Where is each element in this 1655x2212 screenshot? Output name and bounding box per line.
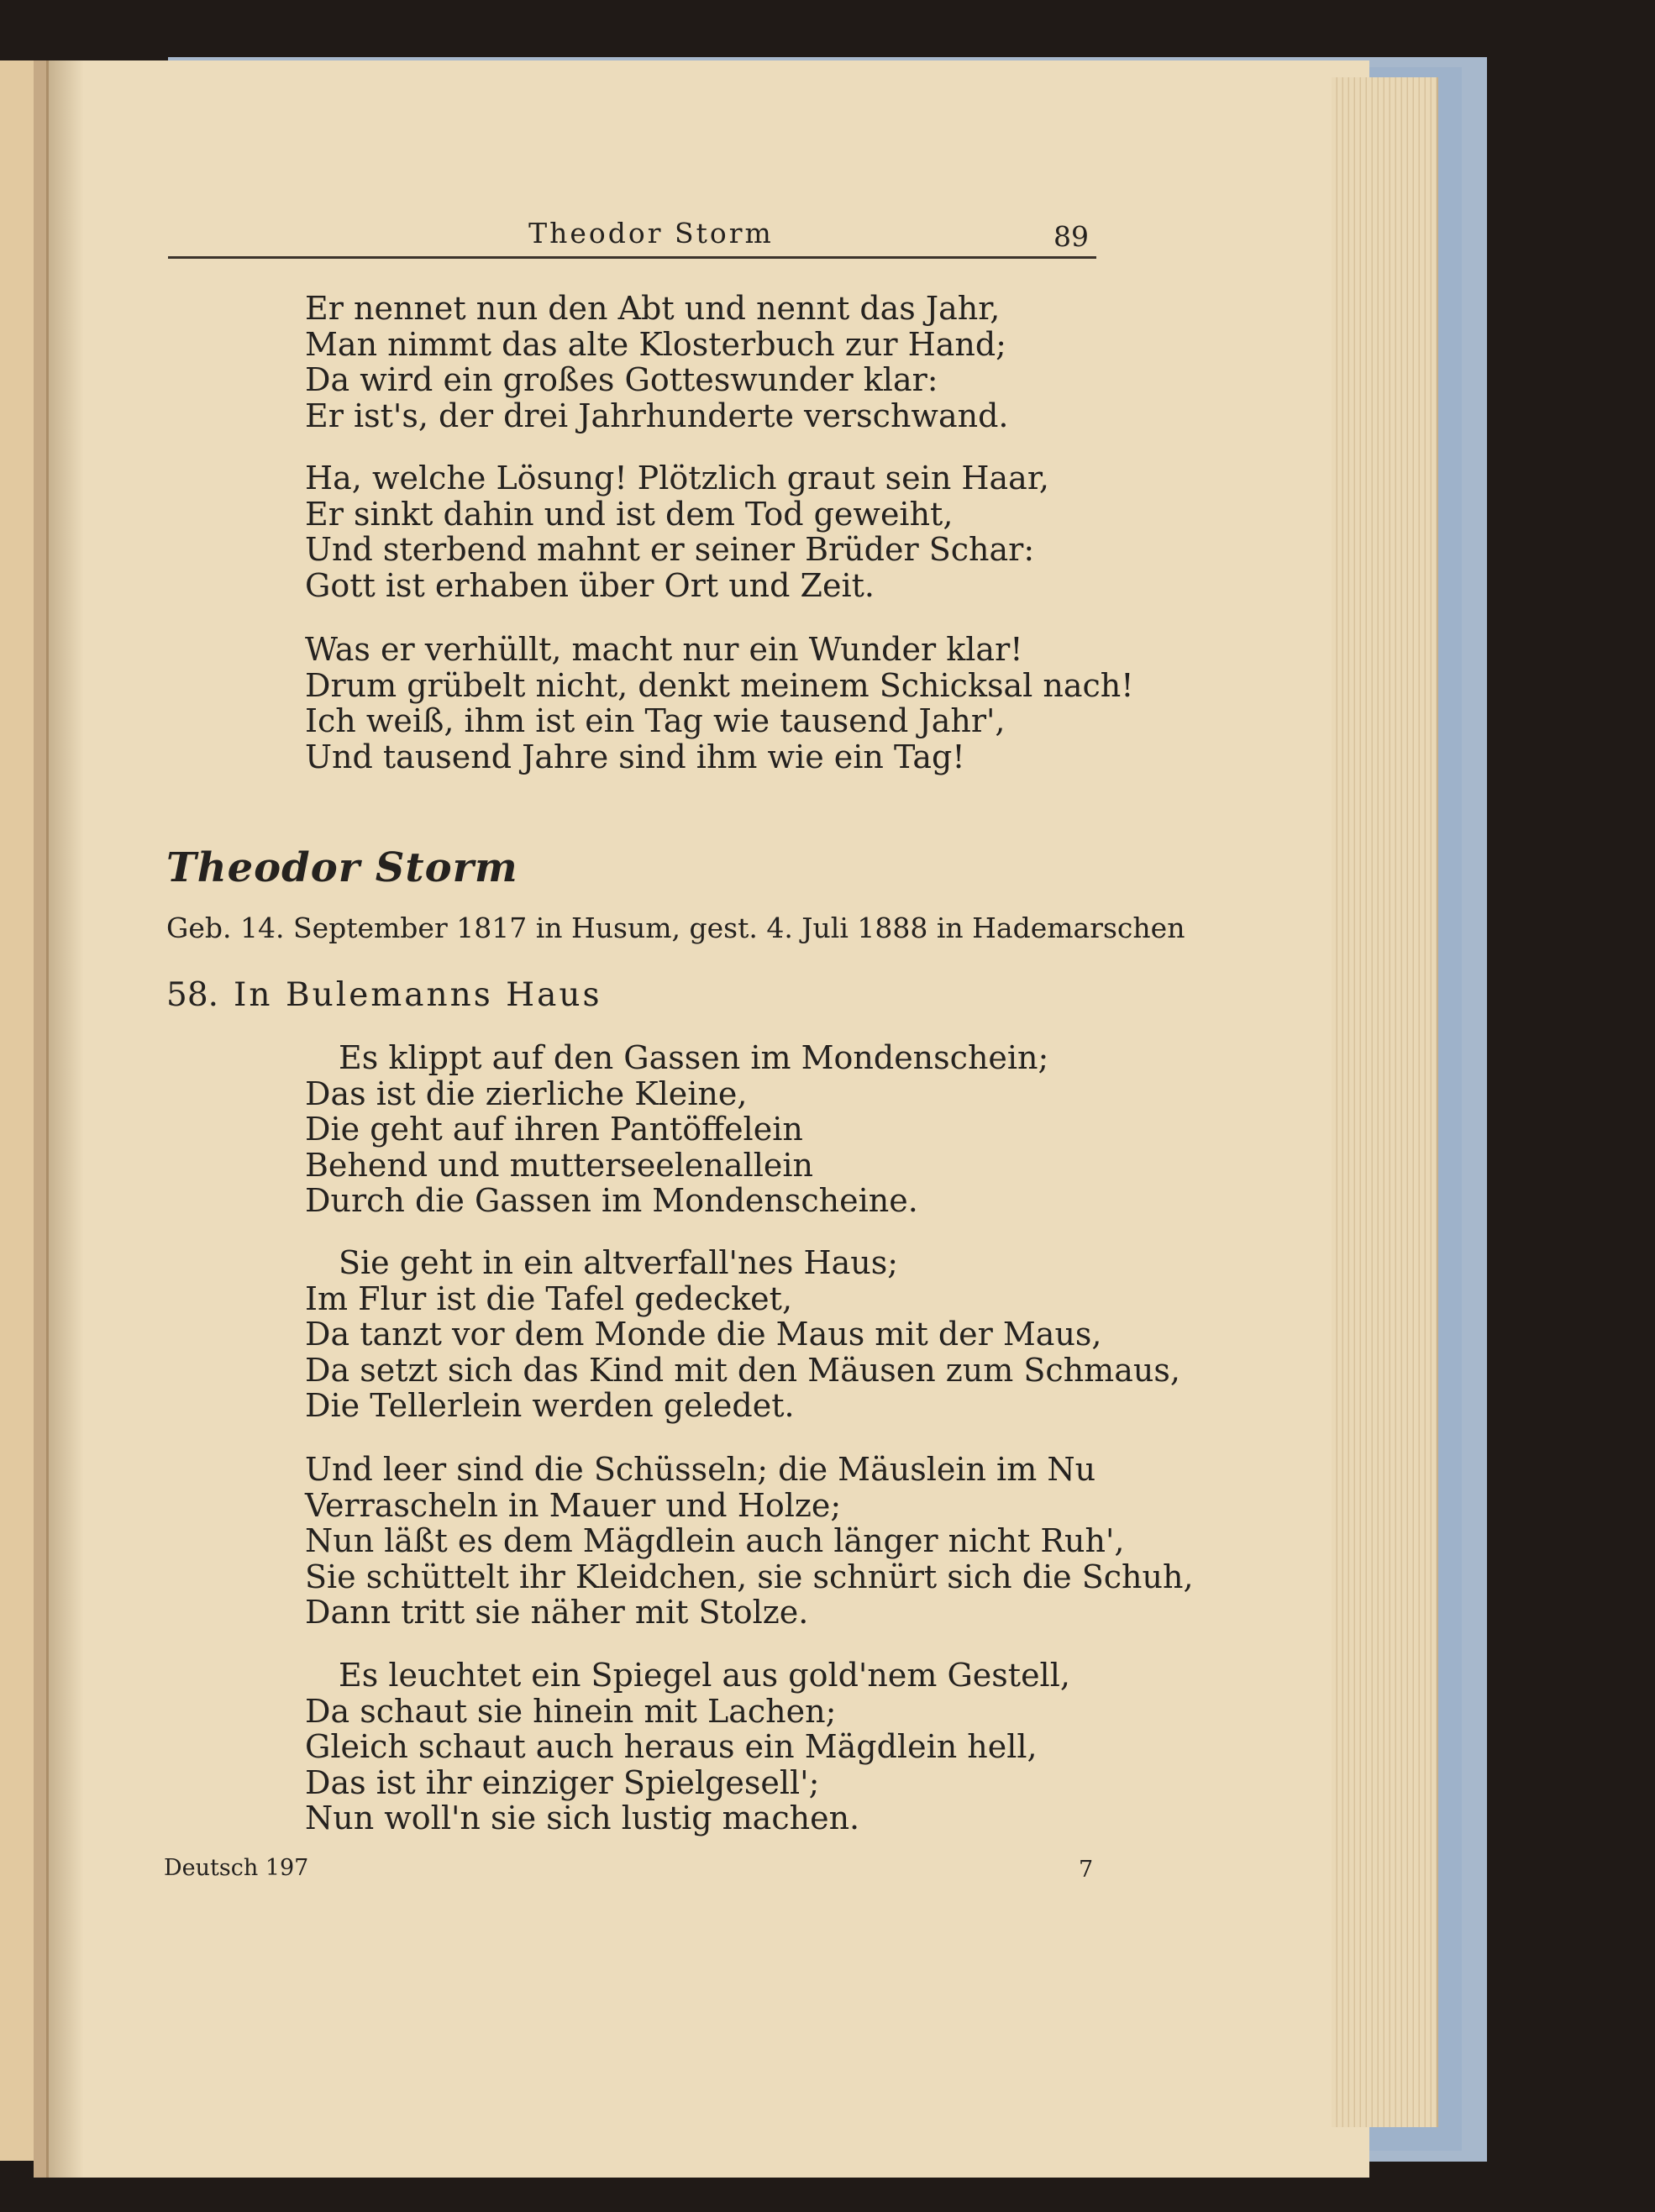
verse-line: Verrascheln in Mauer und Holze; bbox=[305, 1486, 842, 1524]
poem1-stanza-1 bbox=[305, 291, 1008, 433]
verse-line: Das ist die zierliche Kleine, bbox=[305, 1074, 748, 1112]
verse-line: Und tausend Jahre sind ihm wie ein Tag! bbox=[305, 738, 965, 775]
verse-line: Nun läßt es dem Mägdlein auch länger nicht Ruh', bbox=[305, 1522, 1125, 1559]
verse-line: Nun woll'n sie sich lustig machen. bbox=[305, 1800, 860, 1836]
poem-title-text: In Bulemanns Haus bbox=[234, 976, 602, 1014]
footer-signature: Deutsch 197 bbox=[164, 1855, 309, 1881]
verse-line: Ha, welche Lösung! Plötzlich graut sein Haar, bbox=[305, 460, 1049, 497]
verse-line: Behend und mutterseelenallein bbox=[305, 1146, 813, 1184]
poem2-stanza-4 bbox=[305, 1658, 1070, 1836]
verse-line: Drum grübelt nicht, denkt meinem Schicksal nach! bbox=[305, 666, 1134, 704]
author-life-dates: Geb. 14. September 1817 in Husum, gest. 4. Juli 1888 in Hademarschen bbox=[166, 912, 1185, 944]
verse-line: Da wird ein großes Gotteswunder klar: bbox=[305, 361, 938, 398]
verse-line: Durch die Gassen im Mondenscheine. bbox=[305, 1182, 918, 1219]
header-rule bbox=[168, 256, 1096, 259]
verse-line: Die geht auf ihren Pantöffelein bbox=[305, 1111, 803, 1148]
poem2-stanza-2 bbox=[305, 1245, 1180, 1424]
verse-line: Er sinkt dahin und ist dem Tod geweiht, bbox=[305, 495, 954, 533]
verse-line: Sie geht in ein altverfall'nes Haus; bbox=[339, 1244, 899, 1281]
verse-line: Sie schüttelt ihr Kleidchen, sie schnürt sich die Schuh, bbox=[305, 1558, 1194, 1595]
verse-line: Im Flur ist die Tafel gedecket, bbox=[305, 1279, 793, 1317]
verse-line: Man nimmt das alte Klosterbuch zur Hand; bbox=[305, 325, 1006, 363]
poem-number: 58. bbox=[166, 976, 219, 1014]
verse-line: Das ist ihr einziger Spielgesell'; bbox=[305, 1763, 820, 1801]
poem2-stanza-3 bbox=[305, 1452, 1194, 1631]
footer-sheet-mark: 7 bbox=[1079, 1857, 1094, 1883]
verse-line: Es klippt auf den Gassen im Mondenschein; bbox=[339, 1039, 1049, 1076]
author-heading: Theodor Storm bbox=[166, 844, 518, 891]
verse-line: Er nennet nun den Abt und nennt das Jahr, bbox=[305, 290, 1001, 327]
verse-line: Er ist's, der drei Jahrhunderte verschwand. bbox=[305, 397, 1009, 434]
poem1-stanza-2 bbox=[305, 460, 1049, 603]
verse-line: Und leer sind die Schüsseln; die Mäuslein im Nu bbox=[305, 1451, 1096, 1488]
verse-line: Dann tritt sie näher mit Stolze. bbox=[305, 1594, 809, 1631]
verse-line: Da schaut sie hinein mit Lachen; bbox=[305, 1692, 837, 1730]
verse-line: Gott ist erhaben über Ort und Zeit. bbox=[305, 566, 875, 604]
verse-line: Was er verhüllt, macht nur ein Wunder klar! bbox=[305, 631, 1023, 668]
verse-line: Gleich schaut auch heraus ein Mägdlein hell, bbox=[305, 1728, 1038, 1765]
verse-line: Da setzt sich das Kind mit den Mäusen zum Schmaus, bbox=[305, 1351, 1180, 1389]
poem-title bbox=[166, 976, 602, 1014]
page-number: 89 bbox=[1053, 220, 1089, 253]
poem2-stanza-1 bbox=[305, 1040, 1048, 1219]
running-head: Theodor Storm bbox=[528, 217, 774, 250]
verse-line: Ich weiß, ihm ist ein Tag wie tausend Jahr', bbox=[305, 702, 1006, 739]
verse-line: Die Tellerlein werden geledet. bbox=[305, 1387, 795, 1424]
verse-line: Da tanzt vor dem Monde die Maus mit der Maus, bbox=[305, 1316, 1102, 1353]
verse-line: Und sterbend mahnt er seiner Brüder Schar: bbox=[305, 531, 1035, 568]
poem1-stanza-3 bbox=[305, 632, 1134, 775]
verse-line: Es leuchtet ein Spiegel aus gold'nem Gestell, bbox=[339, 1657, 1070, 1694]
